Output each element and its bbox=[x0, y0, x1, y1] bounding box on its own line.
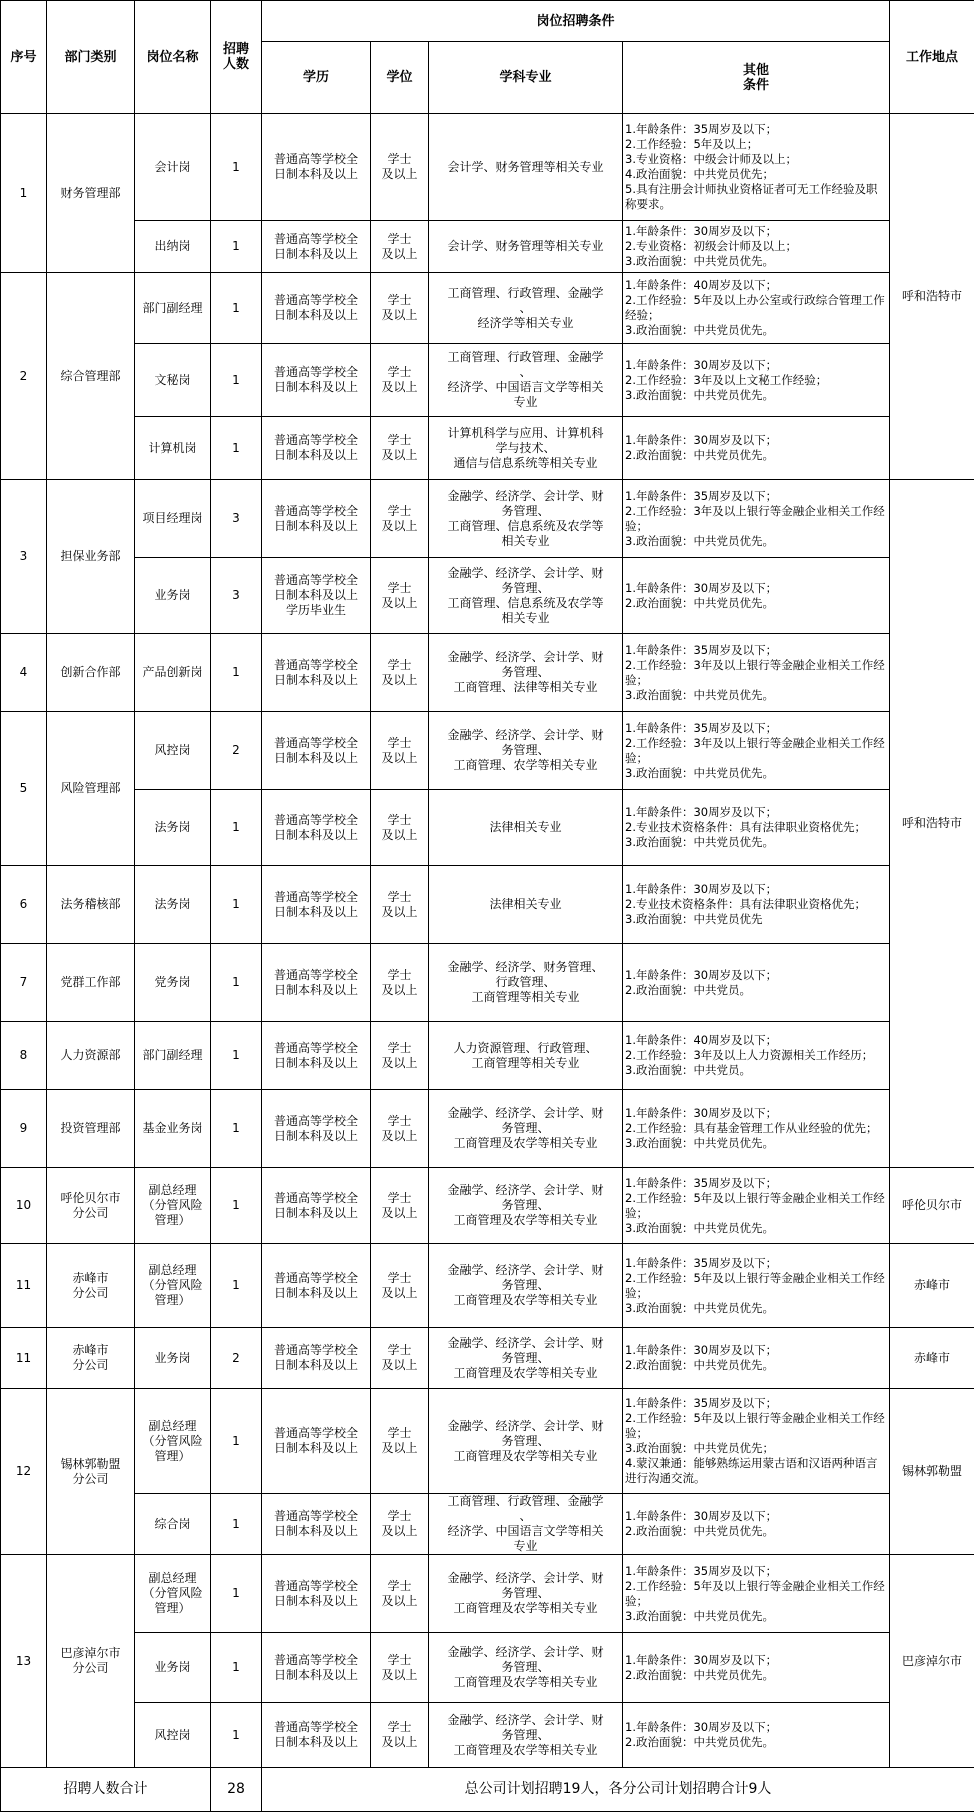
condition-line: 4.政治面貌：中共党员优先； bbox=[625, 167, 887, 182]
other-conditions bbox=[623, 1703, 890, 1768]
row-index: 8 bbox=[1, 1022, 47, 1090]
major: 人力资源管理、行政管理、 工商管理等相关专业 bbox=[429, 1022, 623, 1090]
condition-line: 3.政治面貌：中共党员优先。 bbox=[625, 1136, 887, 1151]
dept-type: 锡林郭勒盟 分公司 bbox=[47, 1389, 135, 1555]
other-conditions bbox=[623, 1328, 890, 1389]
education: 普通高等学校全 日制本科及以上 bbox=[262, 790, 371, 866]
row-index: 4 bbox=[1, 634, 47, 712]
education: 普通高等学校全 日制本科及以上 bbox=[262, 1633, 371, 1703]
education: 普通高等学校全 日制本科及以上 bbox=[262, 1244, 371, 1328]
position-name: 法务岗 bbox=[135, 790, 211, 866]
other-conditions bbox=[623, 866, 890, 944]
headcount: 1 bbox=[211, 944, 262, 1022]
education: 普通高等学校全 日制本科及以上 bbox=[262, 480, 371, 558]
dept-type: 综合管理部 bbox=[47, 273, 135, 480]
position-name: 文秘岗 bbox=[135, 344, 211, 417]
row-index: 13 bbox=[1, 1555, 47, 1768]
other-conditions bbox=[623, 221, 890, 273]
condition-line: 2.工作经验：5年及以上； bbox=[625, 137, 887, 152]
degree: 学士 及以上 bbox=[371, 1090, 429, 1168]
condition-line: 2.工作经验：5年及以上办公室或行政综合管理工作经验； bbox=[625, 293, 887, 323]
major: 法律相关专业 bbox=[429, 790, 623, 866]
major: 金融学、经济学、会计学、财 务管理、 工商管理、信息系统及农学等 相关专业 bbox=[429, 480, 623, 558]
condition-line: 1.年龄条件：35周岁及以下； bbox=[625, 721, 887, 736]
major: 金融学、经济学、会计学、财 务管理、 工商管理、农学等相关专业 bbox=[429, 712, 623, 790]
condition-line: 2.政治面貌：中共党员优先。 bbox=[625, 448, 887, 463]
position-name: 党务岗 bbox=[135, 944, 211, 1022]
major: 会计学、财务管理等相关专业 bbox=[429, 114, 623, 221]
header-degree: 学位 bbox=[371, 42, 429, 114]
education: 普通高等学校全 日制本科及以上 bbox=[262, 944, 371, 1022]
education: 普通高等学校全 日制本科及以上 bbox=[262, 221, 371, 273]
header-conditions: 岗位招聘条件 bbox=[262, 1, 890, 42]
other-conditions bbox=[623, 114, 890, 221]
dept-type: 巴彦淖尔市 分公司 bbox=[47, 1555, 135, 1768]
table-body bbox=[1, 114, 974, 1768]
position-name: 产品创新岗 bbox=[135, 634, 211, 712]
condition-line: 2.工作经验：3年及以上银行等金融企业相关工作经验； bbox=[625, 504, 887, 534]
condition-line: 1.年龄条件：40周岁及以下； bbox=[625, 1033, 887, 1048]
table-row bbox=[1, 558, 974, 634]
education: 普通高等学校全 日制本科及以上 bbox=[262, 634, 371, 712]
condition-line: 1.年龄条件：35周岁及以下； bbox=[625, 1256, 887, 1271]
position-name: 业务岗 bbox=[135, 1633, 211, 1703]
education: 普通高等学校全 日制本科及以上 bbox=[262, 1389, 371, 1494]
work-location: 呼和浩特市 bbox=[890, 480, 974, 1168]
condition-line: 3.政治面貌：中共党员优先。 bbox=[625, 254, 887, 269]
major: 金融学、经济学、会计学、财 务管理、 工商管理及农学等相关专业 bbox=[429, 1389, 623, 1494]
position-name: 项目经理岗 bbox=[135, 480, 211, 558]
degree: 学士 及以上 bbox=[371, 1633, 429, 1703]
work-location: 巴彦淖尔市 bbox=[890, 1555, 974, 1768]
condition-line: 3.政治面貌：中共党员优先。 bbox=[625, 766, 887, 781]
headcount: 1 bbox=[211, 273, 262, 344]
condition-line: 2.政治面貌：中共党员优先。 bbox=[625, 596, 887, 611]
table-row bbox=[1, 1328, 974, 1389]
condition-line: 1.年龄条件：30周岁及以下； bbox=[625, 1653, 887, 1668]
condition-line: 1.年龄条件：30周岁及以下； bbox=[625, 1106, 887, 1121]
major: 会计学、财务管理等相关专业 bbox=[429, 221, 623, 273]
education: 普通高等学校全 日制本科及以上 bbox=[262, 344, 371, 417]
work-location: 赤峰市 bbox=[890, 1244, 974, 1328]
condition-line: 3.政治面貌：中共党员优先。 bbox=[625, 388, 887, 403]
major: 金融学、经济学、财务管理、 行政管理、 工商管理等相关专业 bbox=[429, 944, 623, 1022]
position-name: 部门副经理 bbox=[135, 273, 211, 344]
other-conditions bbox=[623, 1633, 890, 1703]
education: 普通高等学校全 日制本科及以上 bbox=[262, 1168, 371, 1244]
headcount: 2 bbox=[211, 1328, 262, 1389]
table-row bbox=[1, 790, 974, 866]
education: 普通高等学校全 日制本科及以上 bbox=[262, 1555, 371, 1633]
degree: 学士 及以上 bbox=[371, 221, 429, 273]
major: 金融学、经济学、会计学、财 务管理、 工商管理及农学等相关专业 bbox=[429, 1633, 623, 1703]
major: 工商管理、行政管理、金融学 、 经济学、中国语言文学等相关 专业 bbox=[429, 1494, 623, 1555]
table-row bbox=[1, 1703, 974, 1768]
other-conditions bbox=[623, 558, 890, 634]
position-name: 风控岗 bbox=[135, 712, 211, 790]
major: 金融学、经济学、会计学、财 务管理、 工商管理及农学等相关专业 bbox=[429, 1328, 623, 1389]
other-conditions bbox=[623, 1244, 890, 1328]
table-row bbox=[1, 634, 974, 712]
header-index: 序号 bbox=[1, 1, 47, 114]
headcount: 1 bbox=[211, 1555, 262, 1633]
other-conditions bbox=[623, 1555, 890, 1633]
position-name: 计算机岗 bbox=[135, 417, 211, 480]
condition-line: 2.政治面貌：中共党员优先。 bbox=[625, 1358, 887, 1373]
work-location: 呼伦贝尔市 bbox=[890, 1168, 974, 1244]
table-row bbox=[1, 221, 974, 273]
condition-line: 3.专业资格：中级会计师及以上； bbox=[625, 152, 887, 167]
headcount: 1 bbox=[211, 114, 262, 221]
table-row bbox=[1, 712, 974, 790]
education: 普通高等学校全 日制本科及以上 学历毕业生 bbox=[262, 558, 371, 634]
row-index: 5 bbox=[1, 712, 47, 866]
header-headcount: 招聘 人数 bbox=[211, 1, 262, 114]
dept-type: 赤峰市 分公司 bbox=[47, 1244, 135, 1328]
degree: 学士 及以上 bbox=[371, 1555, 429, 1633]
condition-line: 1.年龄条件：30周岁及以下； bbox=[625, 882, 887, 897]
condition-line: 3.政治面貌：中共党员。 bbox=[625, 1063, 887, 1078]
headcount: 1 bbox=[211, 634, 262, 712]
condition-line: 1.年龄条件：30周岁及以下； bbox=[625, 358, 887, 373]
condition-line: 2.工作经验：5年及以上银行等金融企业相关工作经验； bbox=[625, 1271, 887, 1301]
position-name: 副总经理 （分管风险 管理） bbox=[135, 1168, 211, 1244]
condition-line: 3.政治面貌：中共党员优先。 bbox=[625, 688, 887, 703]
dept-type: 人力资源部 bbox=[47, 1022, 135, 1090]
table-row bbox=[1, 1168, 974, 1244]
major: 法律相关专业 bbox=[429, 866, 623, 944]
row-index: 10 bbox=[1, 1168, 47, 1244]
work-location: 赤峰市 bbox=[890, 1328, 974, 1389]
other-conditions bbox=[623, 634, 890, 712]
headcount: 1 bbox=[211, 1022, 262, 1090]
condition-line: 1.年龄条件：35周岁及以下； bbox=[625, 1176, 887, 1191]
table-row bbox=[1, 417, 974, 480]
degree: 学士 及以上 bbox=[371, 417, 429, 480]
degree: 学士 及以上 bbox=[371, 273, 429, 344]
condition-line: 2.工作经验：3年及以上银行等金融企业相关工作经验； bbox=[625, 736, 887, 766]
degree: 学士 及以上 bbox=[371, 634, 429, 712]
header-education: 学历 bbox=[262, 42, 371, 114]
headcount: 1 bbox=[211, 1168, 262, 1244]
condition-line: 2.政治面貌：中共党员优先。 bbox=[625, 1524, 887, 1539]
position-name: 出纳岗 bbox=[135, 221, 211, 273]
major: 工商管理、行政管理、金融学 、 经济学等相关专业 bbox=[429, 273, 623, 344]
header-other: 其他 条件 bbox=[623, 42, 890, 114]
degree: 学士 及以上 bbox=[371, 480, 429, 558]
headcount: 3 bbox=[211, 480, 262, 558]
condition-line: 1.年龄条件：30周岁及以下； bbox=[625, 1720, 887, 1735]
condition-line: 3.政治面貌：中共党员优先。 bbox=[625, 323, 887, 338]
row-index: 12 bbox=[1, 1389, 47, 1555]
education: 普通高等学校全 日制本科及以上 bbox=[262, 273, 371, 344]
condition-line: 3.政治面貌：中共党员优先。 bbox=[625, 1609, 887, 1624]
degree: 学士 及以上 bbox=[371, 790, 429, 866]
headcount: 1 bbox=[211, 1090, 262, 1168]
major: 金融学、经济学、会计学、财 务管理、 工商管理及农学等相关专业 bbox=[429, 1168, 623, 1244]
education: 普通高等学校全 日制本科及以上 bbox=[262, 1328, 371, 1389]
condition-line: 2.专业技术资格条件：具有法律职业资格优先； bbox=[625, 820, 887, 835]
major: 金融学、经济学、会计学、财 务管理、 工商管理、信息系统及农学等 相关专业 bbox=[429, 558, 623, 634]
condition-line: 2.工作经验：5年及以上银行等金融企业相关工作经验； bbox=[625, 1191, 887, 1221]
dept-type: 赤峰市 分公司 bbox=[47, 1328, 135, 1389]
table-row bbox=[1, 1633, 974, 1703]
degree: 学士 及以上 bbox=[371, 114, 429, 221]
dept-type: 投资管理部 bbox=[47, 1090, 135, 1168]
condition-line: 1.年龄条件：30周岁及以下； bbox=[625, 1343, 887, 1358]
other-conditions bbox=[623, 1389, 890, 1494]
table-row bbox=[1, 1389, 974, 1494]
row-index: 6 bbox=[1, 866, 47, 944]
other-conditions bbox=[623, 712, 890, 790]
position-name: 法务岗 bbox=[135, 866, 211, 944]
other-conditions bbox=[623, 1168, 890, 1244]
total-label: 招聘人数合计 bbox=[1, 1768, 211, 1812]
position-name: 会计岗 bbox=[135, 114, 211, 221]
position-name: 副总经理 （分管风险 管理） bbox=[135, 1389, 211, 1494]
header-major: 学科专业 bbox=[429, 42, 623, 114]
other-conditions bbox=[623, 790, 890, 866]
headcount: 1 bbox=[211, 1633, 262, 1703]
other-conditions bbox=[623, 480, 890, 558]
table-row bbox=[1, 1022, 974, 1090]
condition-line: 1.年龄条件：35周岁及以下； bbox=[625, 643, 887, 658]
position-name: 风控岗 bbox=[135, 1703, 211, 1768]
condition-line: 2.工作经验：具有基金管理工作从业经验的优先； bbox=[625, 1121, 887, 1136]
major: 金融学、经济学、会计学、财 务管理、 工商管理及农学等相关专业 bbox=[429, 1090, 623, 1168]
work-location: 锡林郭勒盟 bbox=[890, 1389, 974, 1555]
other-conditions bbox=[623, 1494, 890, 1555]
headcount: 1 bbox=[211, 790, 262, 866]
degree: 学士 及以上 bbox=[371, 1168, 429, 1244]
degree: 学士 及以上 bbox=[371, 1494, 429, 1555]
condition-line: 3.政治面貌：中共党员优先； bbox=[625, 1441, 887, 1456]
condition-line: 1.年龄条件：30周岁及以下； bbox=[625, 433, 887, 448]
work-location: 呼和浩特市 bbox=[890, 114, 974, 480]
dept-type: 财务管理部 bbox=[47, 114, 135, 273]
row-index: 2 bbox=[1, 273, 47, 480]
other-conditions bbox=[623, 944, 890, 1022]
row-index: 3 bbox=[1, 480, 47, 634]
condition-line: 1.年龄条件：30周岁及以下； bbox=[625, 1509, 887, 1524]
headcount: 2 bbox=[211, 712, 262, 790]
table-row bbox=[1, 114, 974, 221]
condition-line: 2.工作经验：3年及以上银行等金融企业相关工作经验； bbox=[625, 658, 887, 688]
dept-type: 担保业务部 bbox=[47, 480, 135, 634]
major: 金融学、经济学、会计学、财 务管理、 工商管理、法律等相关专业 bbox=[429, 634, 623, 712]
degree: 学士 及以上 bbox=[371, 1022, 429, 1090]
position-name: 综合岗 bbox=[135, 1494, 211, 1555]
table-row bbox=[1, 480, 974, 558]
total-value: 28 bbox=[211, 1768, 262, 1812]
headcount: 1 bbox=[211, 344, 262, 417]
headcount: 1 bbox=[211, 1389, 262, 1494]
degree: 学士 及以上 bbox=[371, 344, 429, 417]
position-name: 副总经理 （分管风险 管理） bbox=[135, 1555, 211, 1633]
row-index: 11 bbox=[1, 1244, 47, 1328]
education: 普通高等学校全 日制本科及以上 bbox=[262, 1494, 371, 1555]
condition-line: 1.年龄条件：30周岁及以下； bbox=[625, 224, 887, 239]
position-name: 基金业务岗 bbox=[135, 1090, 211, 1168]
headcount: 1 bbox=[211, 221, 262, 273]
dept-type: 党群工作部 bbox=[47, 944, 135, 1022]
table-row bbox=[1, 273, 974, 344]
degree: 学士 及以上 bbox=[371, 712, 429, 790]
dept-type: 呼伦贝尔市 分公司 bbox=[47, 1168, 135, 1244]
position-name: 部门副经理 bbox=[135, 1022, 211, 1090]
condition-line: 1.年龄条件：35周岁及以下； bbox=[625, 489, 887, 504]
condition-line: 5.具有注册会计师执业资格证者可无工作经验及职称要求。 bbox=[625, 182, 887, 212]
education: 普通高等学校全 日制本科及以上 bbox=[262, 1022, 371, 1090]
degree: 学士 及以上 bbox=[371, 866, 429, 944]
headcount: 1 bbox=[211, 1244, 262, 1328]
headcount: 1 bbox=[211, 866, 262, 944]
condition-line: 3.政治面貌：中共党员优先。 bbox=[625, 835, 887, 850]
condition-line: 1.年龄条件：35周岁及以下； bbox=[625, 1396, 887, 1411]
education: 普通高等学校全 日制本科及以上 bbox=[262, 417, 371, 480]
condition-line: 4.蒙汉兼通：能够熟练运用蒙古语和汉语两种语言进行沟通交流。 bbox=[625, 1456, 887, 1486]
condition-line: 3.政治面貌：中共党员优先。 bbox=[625, 534, 887, 549]
other-conditions bbox=[623, 273, 890, 344]
condition-line: 2.政治面貌：中共党员。 bbox=[625, 983, 887, 998]
other-conditions bbox=[623, 1022, 890, 1090]
headcount: 1 bbox=[211, 1494, 262, 1555]
degree: 学士 及以上 bbox=[371, 944, 429, 1022]
condition-line: 2.政治面貌：中共党员优先。 bbox=[625, 1668, 887, 1683]
condition-line: 1.年龄条件：40周岁及以下； bbox=[625, 278, 887, 293]
education: 普通高等学校全 日制本科及以上 bbox=[262, 114, 371, 221]
table-row bbox=[1, 1244, 974, 1328]
condition-line: 2.工作经验：3年及以上文秘工作经验； bbox=[625, 373, 887, 388]
degree: 学士 及以上 bbox=[371, 558, 429, 634]
degree: 学士 及以上 bbox=[371, 1703, 429, 1768]
degree: 学士 及以上 bbox=[371, 1389, 429, 1494]
header-dept-type: 部门类别 bbox=[47, 1, 135, 114]
condition-line: 1.年龄条件：35周岁及以下； bbox=[625, 1564, 887, 1579]
row-index: 1 bbox=[1, 114, 47, 273]
major: 金融学、经济学、会计学、财 务管理、 工商管理及农学等相关专业 bbox=[429, 1703, 623, 1768]
education: 普通高等学校全 日制本科及以上 bbox=[262, 712, 371, 790]
table-row bbox=[1, 944, 974, 1022]
row-index: 11 bbox=[1, 1328, 47, 1389]
header-position-name: 岗位名称 bbox=[135, 1, 211, 114]
condition-line: 3.政治面貌：中共党员优先 bbox=[625, 912, 887, 927]
education: 普通高等学校全 日制本科及以上 bbox=[262, 1090, 371, 1168]
degree: 学士 及以上 bbox=[371, 1328, 429, 1389]
condition-line: 3.政治面貌：中共党员优先。 bbox=[625, 1221, 887, 1236]
dept-type: 法务稽核部 bbox=[47, 866, 135, 944]
table-row bbox=[1, 866, 974, 944]
education: 普通高等学校全 日制本科及以上 bbox=[262, 866, 371, 944]
dept-type: 创新合作部 bbox=[47, 634, 135, 712]
header-location: 工作地点 bbox=[890, 1, 974, 114]
headcount: 1 bbox=[211, 417, 262, 480]
table-row bbox=[1, 344, 974, 417]
row-index: 9 bbox=[1, 1090, 47, 1168]
headcount: 3 bbox=[211, 558, 262, 634]
major: 计算机科学与应用、计算机科 学与技术、 通信与信息系统等相关专业 bbox=[429, 417, 623, 480]
condition-line: 1.年龄条件：30周岁及以下； bbox=[625, 581, 887, 596]
position-name: 业务岗 bbox=[135, 558, 211, 634]
dept-type: 风险管理部 bbox=[47, 712, 135, 866]
condition-line: 2.工作经验：5年及以上银行等金融企业相关工作经验； bbox=[625, 1411, 887, 1441]
condition-line: 2.专业资格：初级会计师及以上； bbox=[625, 239, 887, 254]
major: 工商管理、行政管理、金融学 、 经济学、中国语言文学等相关 专业 bbox=[429, 344, 623, 417]
position-name: 副总经理 （分管风险 管理） bbox=[135, 1244, 211, 1328]
position-name: 业务岗 bbox=[135, 1328, 211, 1389]
condition-line: 1.年龄条件：35周岁及以下； bbox=[625, 122, 887, 137]
other-conditions bbox=[623, 344, 890, 417]
education: 普通高等学校全 日制本科及以上 bbox=[262, 1703, 371, 1768]
condition-line: 2.工作经验：3年及以上人力资源相关工作经历； bbox=[625, 1048, 887, 1063]
degree: 学士 及以上 bbox=[371, 1244, 429, 1328]
condition-line: 2.政治面貌：中共党员优先。 bbox=[625, 1735, 887, 1750]
condition-line: 3.政治面貌：中共党员优先。 bbox=[625, 1301, 887, 1316]
major: 金融学、经济学、会计学、财 务管理、 工商管理及农学等相关专业 bbox=[429, 1244, 623, 1328]
condition-line: 2.专业技术资格条件：具有法律职业资格优先； bbox=[625, 897, 887, 912]
table-row bbox=[1, 1555, 974, 1633]
headcount: 1 bbox=[211, 1703, 262, 1768]
table-row bbox=[1, 1494, 974, 1555]
row-index: 7 bbox=[1, 944, 47, 1022]
major: 金融学、经济学、会计学、财 务管理、 工商管理及农学等相关专业 bbox=[429, 1555, 623, 1633]
other-conditions bbox=[623, 1090, 890, 1168]
table-row bbox=[1, 1090, 974, 1168]
condition-line: 2.工作经验：5年及以上银行等金融企业相关工作经验； bbox=[625, 1579, 887, 1609]
condition-line: 1.年龄条件：30周岁及以下； bbox=[625, 805, 887, 820]
total-summary: 总公司计划招聘19人，各分公司计划招聘合计9人 bbox=[262, 1768, 974, 1812]
other-conditions bbox=[623, 417, 890, 480]
condition-line: 1.年龄条件：30周岁及以下； bbox=[625, 968, 887, 983]
